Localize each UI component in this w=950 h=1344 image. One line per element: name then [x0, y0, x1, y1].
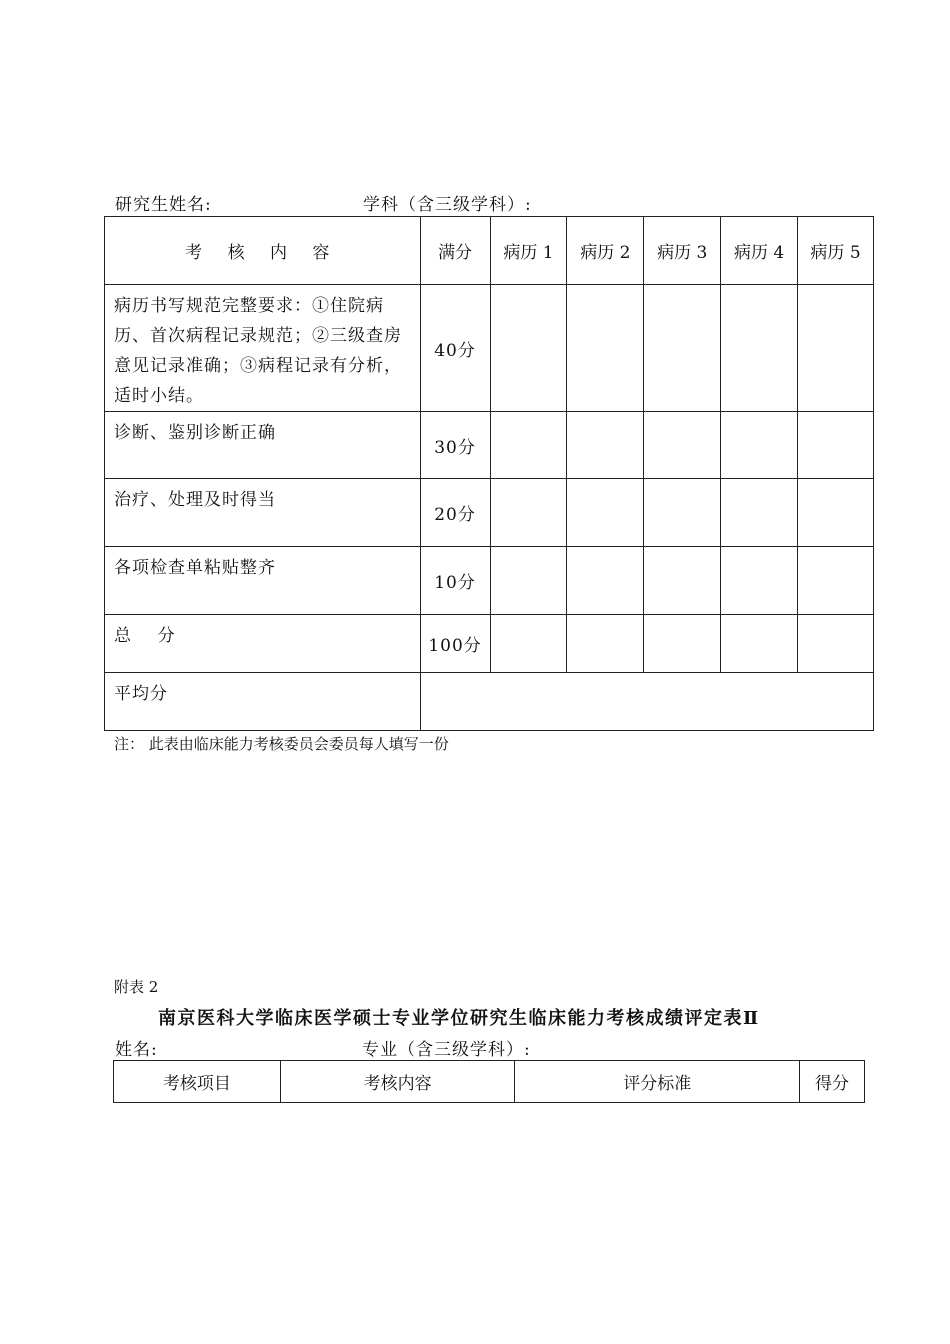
table-note: 注： 此表由临床能力考核委员会委员每人填写一份: [114, 735, 449, 753]
row-score: 100分: [420, 615, 490, 673]
score-cell[interactable]: [798, 479, 874, 547]
score-cell[interactable]: [644, 479, 721, 547]
row-score: 20分: [420, 479, 490, 547]
score-cell[interactable]: [644, 412, 721, 479]
score-cell[interactable]: [798, 547, 874, 615]
score-cell[interactable]: [567, 615, 644, 673]
header-criteria: 评分标准: [515, 1061, 800, 1103]
row-desc: 治疗、处理及时得当: [105, 479, 421, 547]
score-cell[interactable]: [490, 547, 567, 615]
discipline-label: 学科（含三级学科）:: [363, 195, 532, 215]
header-full-score: 满分: [420, 217, 490, 285]
score-cell[interactable]: [567, 479, 644, 547]
score-cell[interactable]: [490, 285, 567, 412]
score-cell[interactable]: [721, 479, 798, 547]
average-label: 平均分: [105, 673, 421, 731]
header-content: 考 核 内 容: [105, 217, 421, 285]
table-row: [105, 547, 874, 615]
table-header-row: [105, 217, 874, 285]
clinical-ability-score-table: [113, 1060, 865, 1103]
score-cell[interactable]: [798, 285, 874, 412]
header-record-3: 病历 3: [644, 217, 721, 285]
header-record-5: 病历 5: [798, 217, 874, 285]
score-cell[interactable]: [798, 615, 874, 673]
score-cell[interactable]: [490, 615, 567, 673]
score-cell[interactable]: [798, 412, 874, 479]
row-desc: 总 分: [105, 615, 421, 673]
header-record-1: 病历 1: [490, 217, 567, 285]
score-cell[interactable]: [490, 412, 567, 479]
score-cell[interactable]: [721, 412, 798, 479]
appendix-label: 附表 2: [114, 978, 159, 996]
score-cell[interactable]: [644, 285, 721, 412]
row-desc: 诊断、鉴别诊断正确: [105, 412, 421, 479]
score-cell[interactable]: [490, 479, 567, 547]
score-cell[interactable]: [644, 547, 721, 615]
major-label: 专业（含三级学科）:: [362, 1040, 531, 1060]
header-record-4: 病历 4: [721, 217, 798, 285]
score-cell[interactable]: [567, 412, 644, 479]
header-item: 考核项目: [114, 1061, 281, 1103]
header-content: 考核内容: [280, 1061, 515, 1103]
row-score: 10分: [420, 547, 490, 615]
table-row: [105, 285, 874, 412]
form-title: 南京医科大学临床医学硕士专业学位研究生临床能力考核成绩评定表Ⅱ: [158, 1008, 760, 1029]
header-score: 得分: [800, 1061, 865, 1103]
score-cell[interactable]: [721, 285, 798, 412]
name-label: 姓名:: [115, 1040, 158, 1060]
score-cell[interactable]: [721, 615, 798, 673]
student-name-label: 研究生姓名:: [115, 195, 212, 215]
score-cell[interactable]: [644, 615, 721, 673]
table-row-total: [105, 615, 874, 673]
average-value-cell[interactable]: [420, 673, 873, 731]
row-desc: 病历书写规范完整要求：①住院病历、首次病程记录规范；②三级查房意见记录准确；③病程记录有分析，适时小结。: [105, 285, 421, 412]
header-record-2: 病历 2: [567, 217, 644, 285]
row-score: 30分: [420, 412, 490, 479]
table-row: [105, 479, 874, 547]
table-row: [105, 412, 874, 479]
table-header-row: [114, 1061, 865, 1103]
score-cell[interactable]: [567, 285, 644, 412]
score-cell[interactable]: [567, 547, 644, 615]
table-row-average: [105, 673, 874, 731]
medical-record-score-table: [104, 216, 874, 731]
row-score: 40分: [420, 285, 490, 412]
score-cell[interactable]: [721, 547, 798, 615]
row-desc: 各项检查单粘贴整齐: [105, 547, 421, 615]
